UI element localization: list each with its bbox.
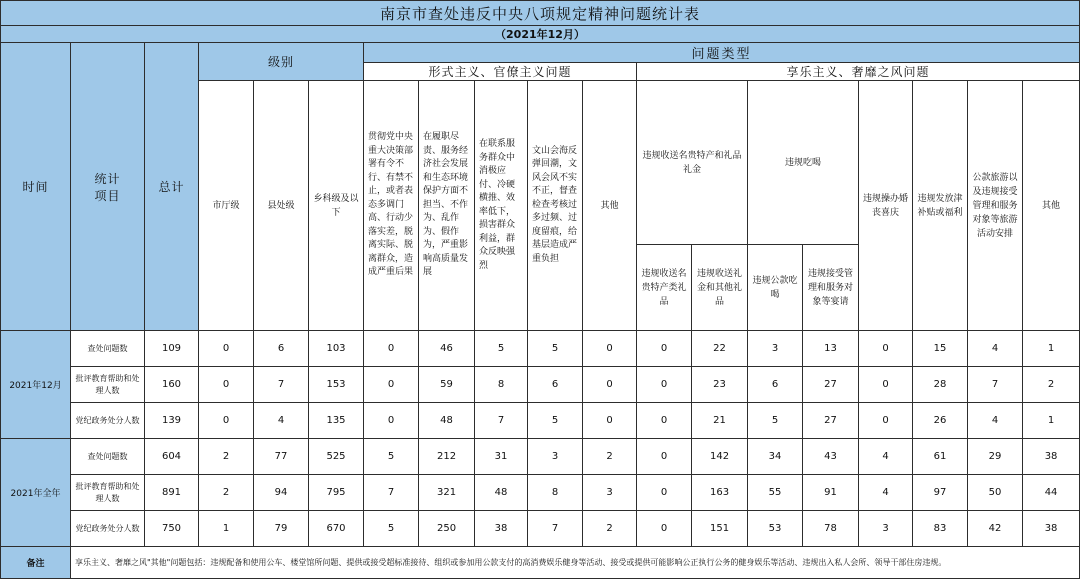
header-gift-group: 违规收送名贵特产和礼品礼金: [637, 81, 748, 245]
value-cell: 15: [913, 331, 968, 367]
table-row: [1, 511, 1080, 547]
row-item-label: 查处问题数: [71, 331, 145, 367]
value-cell: 3: [859, 511, 913, 547]
value-cell: 153: [309, 367, 364, 403]
value-cell: 2: [583, 511, 637, 547]
header-problem-type: 问题类型: [364, 43, 1080, 63]
value-cell: 2: [199, 439, 254, 475]
value-cell: 2: [583, 439, 637, 475]
value-cell: 27: [803, 403, 859, 439]
value-cell: 13: [803, 331, 859, 367]
value-cell: 79: [254, 511, 309, 547]
value-cell: 78: [803, 511, 859, 547]
value-cell: 5: [364, 511, 419, 547]
value-cell: 21: [692, 403, 748, 439]
row-item-label: 批评教育帮助和处理人数: [71, 367, 145, 403]
value-cell: 61: [913, 439, 968, 475]
value-cell: 0: [859, 403, 913, 439]
value-cell: 91: [803, 475, 859, 511]
row-item-label: 批评教育帮助和处理人数: [71, 475, 145, 511]
value-cell: 151: [692, 511, 748, 547]
table-row: [1, 439, 1080, 475]
value-cell: 0: [364, 403, 419, 439]
value-cell: 0: [637, 511, 692, 547]
header-level: 级别: [199, 43, 364, 81]
table-row: [1, 403, 1080, 439]
value-cell: 163: [692, 475, 748, 511]
value-cell: 6: [748, 367, 803, 403]
value-cell: 3: [583, 475, 637, 511]
header-level-city: 市厅级: [199, 81, 254, 331]
value-cell: 604: [145, 439, 199, 475]
header-eat-1: 违规公款吃喝: [748, 245, 803, 331]
header-stat-item: 统计 项目: [71, 43, 145, 331]
header-travel: 公款旅游以及违规接受管理和服务对象等旅游活动安排: [968, 81, 1023, 331]
header-eat-2: 违规接受管理和服务对象等宴请: [803, 245, 859, 331]
value-cell: 7: [254, 367, 309, 403]
value-cell: 5: [475, 331, 528, 367]
value-cell: 0: [583, 367, 637, 403]
value-cell: 6: [528, 367, 583, 403]
value-cell: 83: [913, 511, 968, 547]
table-row: [1, 331, 1080, 367]
header-level-county: 县处级: [254, 81, 309, 331]
table-row: [1, 367, 1080, 403]
value-cell: 38: [475, 511, 528, 547]
value-cell: 6: [254, 331, 309, 367]
value-cell: 0: [583, 403, 637, 439]
value-cell: 5: [528, 403, 583, 439]
value-cell: 0: [637, 367, 692, 403]
value-cell: 4: [254, 403, 309, 439]
value-cell: 0: [199, 331, 254, 367]
value-cell: 7: [475, 403, 528, 439]
value-cell: 29: [968, 439, 1023, 475]
value-cell: 2: [1023, 367, 1080, 403]
value-cell: 26: [913, 403, 968, 439]
value-cell: 3: [748, 331, 803, 367]
period-label: 2021年12月: [1, 331, 71, 439]
header-level-township: 乡科级及以下: [309, 81, 364, 331]
value-cell: 0: [637, 475, 692, 511]
header-formalism-1: 贯彻党中央重大决策部署有令不行、有禁不止，或者表态多调门高、行动少落实差，脱离实际、脱离群众，造成严重后果: [364, 81, 419, 331]
row-item-label: 党纪政务处分人数: [71, 403, 145, 439]
row-item-label: 党纪政务处分人数: [71, 511, 145, 547]
value-cell: 94: [254, 475, 309, 511]
header-eat-group: 违规吃喝: [748, 81, 859, 245]
value-cell: 28: [913, 367, 968, 403]
value-cell: 46: [419, 331, 475, 367]
value-cell: 212: [419, 439, 475, 475]
value-cell: 0: [583, 331, 637, 367]
value-cell: 44: [1023, 475, 1080, 511]
value-cell: 0: [637, 331, 692, 367]
value-cell: 31: [475, 439, 528, 475]
value-cell: 109: [145, 331, 199, 367]
page-title: 南京市查处违反中央八项规定精神问题统计表: [1, 1, 1080, 26]
value-cell: 48: [419, 403, 475, 439]
value-cell: 1: [1023, 403, 1080, 439]
value-cell: 59: [419, 367, 475, 403]
value-cell: 4: [859, 475, 913, 511]
value-cell: 250: [419, 511, 475, 547]
value-cell: 27: [803, 367, 859, 403]
value-cell: 55: [748, 475, 803, 511]
value-cell: 7: [364, 475, 419, 511]
value-cell: 77: [254, 439, 309, 475]
value-cell: 160: [145, 367, 199, 403]
header-formalism-4: 文山会海反弹回潮，文风会风不实不正，督查检查考核过多过频、过度留痕，给基层造成严重负担: [528, 81, 583, 331]
value-cell: 750: [145, 511, 199, 547]
value-cell: 139: [145, 403, 199, 439]
header-gift-1: 违规收送名贵特产类礼品: [637, 245, 692, 331]
value-cell: 142: [692, 439, 748, 475]
value-cell: 34: [748, 439, 803, 475]
period-label: 2021年全年: [1, 439, 71, 547]
value-cell: 0: [199, 403, 254, 439]
value-cell: 8: [475, 367, 528, 403]
value-cell: 0: [859, 367, 913, 403]
stats-table: [0, 42, 1080, 579]
value-cell: 4: [968, 403, 1023, 439]
value-cell: 48: [475, 475, 528, 511]
value-cell: 38: [1023, 511, 1080, 547]
value-cell: 2: [199, 475, 254, 511]
value-cell: 0: [859, 331, 913, 367]
value-cell: 0: [364, 331, 419, 367]
header-formalism-3: 在联系服务群众中消极应付、冷硬横推、效率低下，损害群众利益，群众反映强烈: [475, 81, 528, 331]
table-row: [1, 475, 1080, 511]
value-cell: 670: [309, 511, 364, 547]
value-cell: 50: [968, 475, 1023, 511]
value-cell: 0: [364, 367, 419, 403]
header-formalism-other: 其他: [583, 81, 637, 331]
value-cell: 4: [968, 331, 1023, 367]
value-cell: 525: [309, 439, 364, 475]
value-cell: 795: [309, 475, 364, 511]
value-cell: 43: [803, 439, 859, 475]
header-allowance: 违规发放津补贴或福利: [913, 81, 968, 331]
header-hedonism: 享乐主义、奢靡之风问题: [637, 63, 1080, 81]
value-cell: 23: [692, 367, 748, 403]
value-cell: 5: [748, 403, 803, 439]
header-formalism: 形式主义、官僚主义问题: [364, 63, 637, 81]
value-cell: 53: [748, 511, 803, 547]
title-table: [0, 0, 1080, 43]
row-item-label: 查处问题数: [71, 439, 145, 475]
value-cell: 1: [199, 511, 254, 547]
value-cell: 5: [364, 439, 419, 475]
value-cell: 0: [637, 439, 692, 475]
value-cell: 3: [528, 439, 583, 475]
header-hedonism-other: 其他: [1023, 81, 1080, 331]
value-cell: 7: [968, 367, 1023, 403]
value-cell: 1: [1023, 331, 1080, 367]
value-cell: 22: [692, 331, 748, 367]
header-formalism-2: 在履职尽责、服务经济社会发展和生态环境保护方面不担当、不作为、乱作为、假作为，严重影响高质量发展: [419, 81, 475, 331]
value-cell: 38: [1023, 439, 1080, 475]
value-cell: 321: [419, 475, 475, 511]
header-total: 总计: [145, 43, 199, 331]
header-gift-2: 违规收送礼金和其他礼品: [692, 245, 748, 331]
note-label: 备注: [1, 547, 71, 579]
header-wedding: 违规操办婚丧喜庆: [859, 81, 913, 331]
value-cell: 0: [199, 367, 254, 403]
value-cell: 8: [528, 475, 583, 511]
value-cell: 97: [913, 475, 968, 511]
value-cell: 891: [145, 475, 199, 511]
value-cell: 7: [528, 511, 583, 547]
page-subtitle: （2021年12月）: [1, 26, 1080, 43]
header-time: 时间: [1, 43, 71, 331]
value-cell: 5: [528, 331, 583, 367]
note-text: 享乐主义、奢靡之风"其他"问题包括：违规配备和使用公车、楼堂馆所问题、提供或接受超标准接待、组织或参加用公款支付的高消费娱乐健身等活动、接受或提供可能影响公正执行公务的健身娱乐等活动、违规出入私人会所、领导干部住房违规。: [71, 547, 1080, 579]
value-cell: 4: [859, 439, 913, 475]
value-cell: 0: [637, 403, 692, 439]
value-cell: 103: [309, 331, 364, 367]
value-cell: 135: [309, 403, 364, 439]
value-cell: 42: [968, 511, 1023, 547]
